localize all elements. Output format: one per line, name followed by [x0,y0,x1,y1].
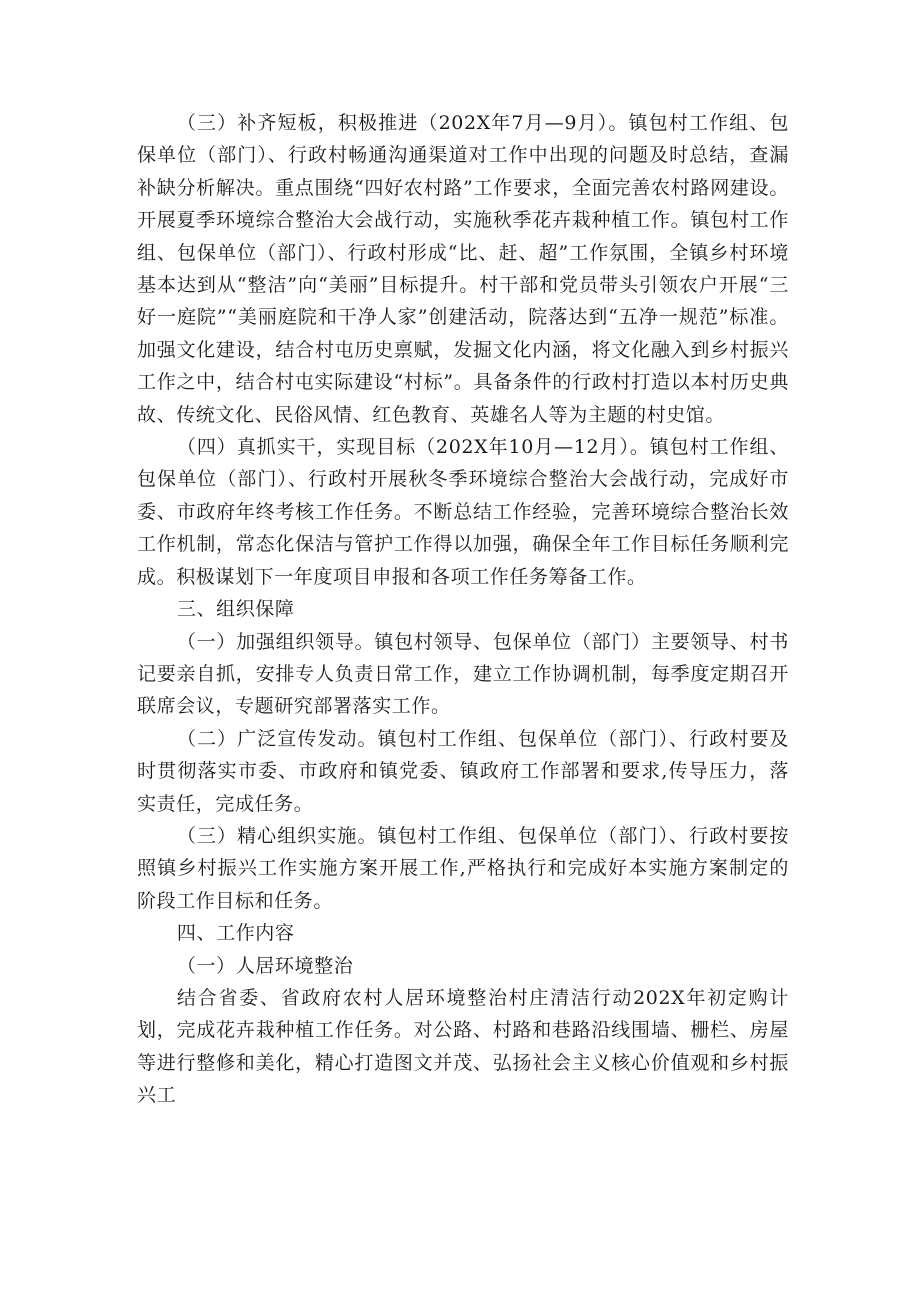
subsection-heading-living-environment: （一）人居环境整治 [176,954,354,977]
paragraph-publicity: （二）广泛宣传发动。镇包村工作组、包保单位（部门）、行政村要及时贯彻落实市委、市政府和镇党委、镇政府工作部署和要求,传导压力，落实责任，完成任务。 [137,727,789,815]
section-heading-organization: 三、组织保障 [176,598,295,621]
section-heading-work-content: 四、工作内容 [176,922,295,945]
paragraph-implementation: （三）精心组织实施。镇包村工作组、包保单位（部门）、行政村要按照镇乡村振兴工作实施方案开展工作,严格执行和完成好本实施方案制定的阶段工作目标和任务。 [137,824,789,912]
document-body [137,107,789,1112]
paragraph-leadership: （一）加强组织领导。镇包村领导、包保单位（部门）主要领导、村书记要亲自抓，安排专人负责日常工作，建立工作协调机制，每季度定期召开联席会议，专题研究部署落实工作。 [137,630,789,718]
paragraph-phase-four: （四）真抓实干，实现目标（202X年10月—12月）。镇包村工作组、包保单位（部门）、行政村开展秋冬季环境综合整治大会战行动，完成好市委、市政府年终考核工作任务。不断总结工作经验，完善环境综合整治长效工作机制，常态化保洁与管护工作得以加强，确保全年工作目标任务顺利完成。积极谋划下一年度项目申报和各项工作任务筹备工作。 [137,436,789,588]
paragraph-living-environment: 结合省委、省政府农村人居环境整治村庄清洁行动202X年初定购计划，完成花卉栽种植工作任务。对公路、村路和巷路沿线围墙、栅栏、房屋等进行整修和美化，精心打造图文并茂、弘扬社会主义核心价值观和乡村振兴工 [137,986,789,1107]
paragraph-phase-three: （三）补齐短板，积极推进（202X年7月—9月）。镇包村工作组、包保单位（部门）、行政村畅通沟通渠道对工作中出现的问题及时总结，查漏补缺分析解决。重点围绕“四好农村路”工作要求，全面完善农村路网建设。开展夏季环境综合整治大会战行动，实施秋季花卉栽种植工作。镇包村工作组、包保单位（部门）、行政村形成“比、赶、超”工作氛围，全镇乡村环境基本达到从“整洁”向“美丽”目标提升。村干部和党员带头引领农户开展“三好一庭院”“美丽庭院和干净人家”创建活动，院落达到“五净一规范”标准。加强文化建设，结合村屯历史禀赋，发掘文化内涵，将文化融入到乡村振兴工作之中，结合村屯实际建设“村标”。具备条件的行政村打造以本村历史典故、传统文化、民俗风情、红色教育、英雄名人等为主题的村史馆。 [137,112,789,426]
